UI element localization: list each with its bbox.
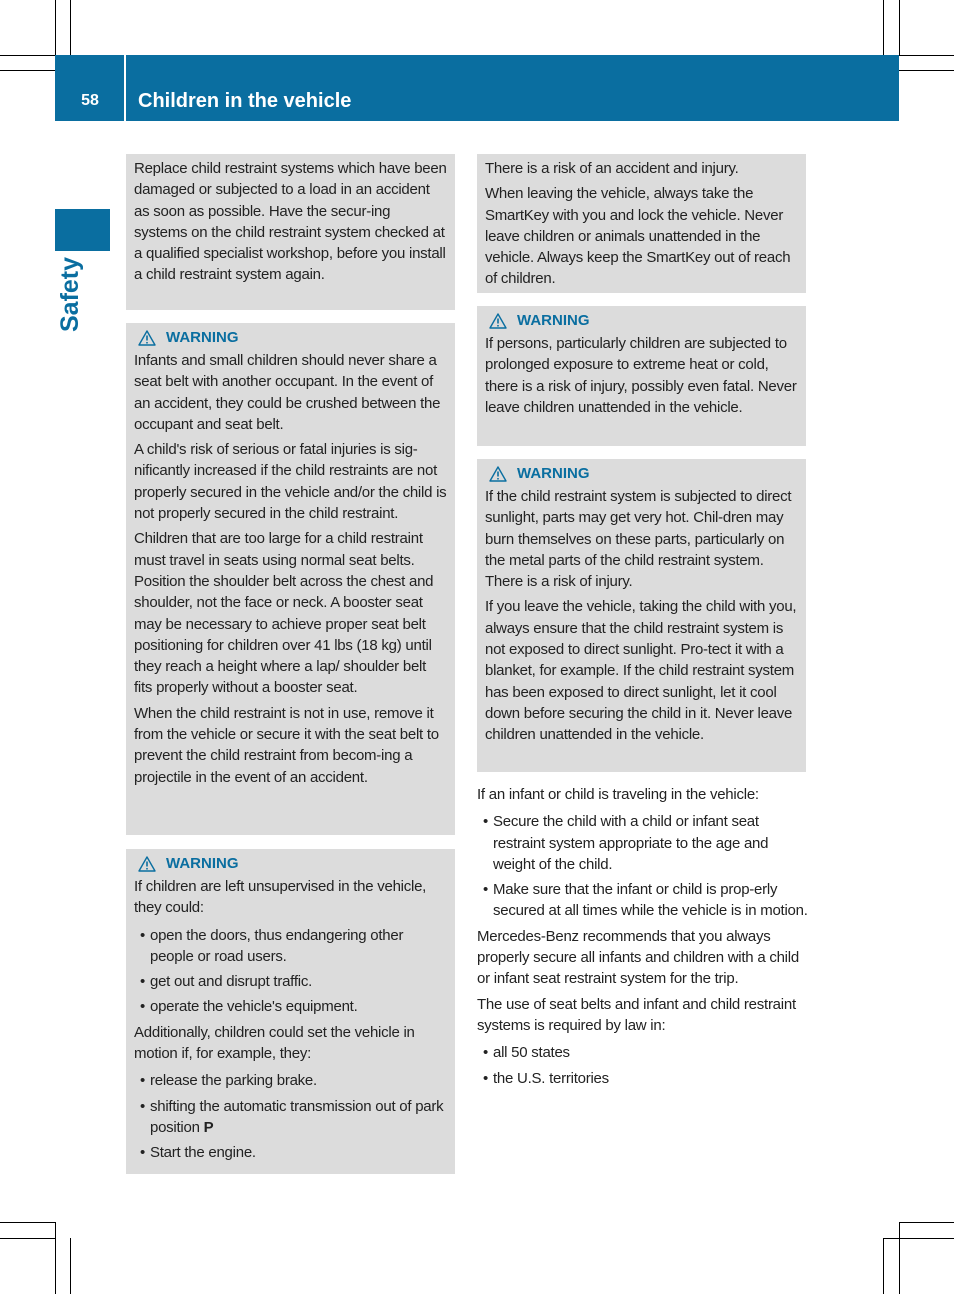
bullet-list [477, 1042, 809, 1089]
warning-triangle-icon [138, 856, 156, 872]
warning-heading [134, 329, 447, 346]
warning-text: When the child restraint is not in use, remove it from the vehicle or secure it with the seat belt to prevent the child restraint from becom-ing a projectile in the event of an accident. [134, 704, 439, 786]
page-number: 58 [81, 92, 99, 109]
warning-heading [485, 465, 798, 482]
side-tab-marker [55, 209, 110, 251]
crop-mark [899, 55, 954, 56]
bullet-list [477, 811, 809, 921]
crop-mark [0, 1222, 55, 1223]
list-item: • get out and disrupt traffic. [134, 971, 447, 992]
warning-text: If you leave the vehicle, taking the child with you, always ensure that the child restraint system is not exposed to direct sunlight. Pro-tect it with a blanket, for example. If the child restraint system has been exposed to direct sunlight, let it cool down before securing the child in it. Never leave children unattended in the vehicle. [485, 598, 797, 744]
section-title: Children in the vehicle [138, 90, 352, 112]
warning-box-unsupervised [126, 849, 455, 1174]
box-text: There is a risk of an accident and injury. [485, 160, 739, 177]
crop-mark [899, 1222, 954, 1223]
list-item: • release the parking brake. [134, 1070, 447, 1091]
warning-triangle-icon [489, 313, 507, 329]
bullet-list [134, 925, 447, 1018]
bullet-list [134, 1070, 447, 1163]
crop-mark [0, 55, 55, 56]
list-item: • operate the vehicle's equipment. [134, 996, 447, 1017]
crop-mark [70, 1238, 71, 1294]
warning-heading [134, 855, 447, 872]
crop-mark [0, 1238, 55, 1239]
warning-label: WARNING [166, 855, 239, 872]
crop-mark [55, 0, 56, 55]
warning-box-sunlight [477, 459, 806, 772]
list-item: • the U.S. territories [477, 1068, 809, 1089]
warning-text: Additionally, children could set the vehicle in motion if, for example, they: [134, 1023, 415, 1063]
crop-mark [0, 70, 55, 71]
warning-label: WARNING [517, 312, 590, 329]
side-tab-label: Safety [56, 256, 84, 332]
warning-box-heat [477, 306, 806, 446]
crop-mark [883, 1238, 884, 1294]
smartkey-box [477, 154, 806, 293]
list-item: • open the doors, thus endangering other people or road users. [134, 925, 447, 968]
warning-label: WARNING [166, 329, 239, 346]
list-item: • Start the engine. [134, 1142, 447, 1163]
header-divider [124, 55, 126, 121]
list-item: • Secure the child with a child or infant seat restraint system appropriate to the age and weight of the child. [477, 811, 809, 875]
crop-mark [883, 0, 884, 55]
paragraph: Mercedes-Benz recommends that you always properly secure all infants and children with a child or infant seat restraint system for the trip. [477, 927, 799, 988]
crop-mark [55, 1222, 56, 1294]
list-item: • all 50 states [477, 1042, 809, 1063]
paragraph: If an infant or child is traveling in the vehicle: [477, 786, 759, 803]
crop-mark [899, 1222, 900, 1294]
warning-triangle-icon [489, 466, 507, 482]
warning-text: If the child restraint system is subjected to direct sunlight, parts may get very hot. Chil-dren may burn themselves on these parts, particularly on the metal parts of the child restraint system. There is a risk of injury. [485, 488, 792, 591]
body-text [477, 784, 809, 1093]
box-text: When leaving the vehicle, always take the SmartKey with you and lock the vehicle. Never leave children or animals unattended in the vehicle. Always keep the SmartKey out of reach of children. [485, 185, 791, 288]
gear-position: P [203, 1118, 214, 1136]
paragraph: The use of seat belts and infant and child restraint systems is required by law in: [477, 995, 796, 1034]
warning-text: If children are left unsupervised in the vehicle, they could: [134, 878, 427, 917]
crop-mark [899, 70, 954, 71]
warning-box-seat-belt [126, 323, 455, 835]
warning-text: Children that are too large for a child restraint must travel in seats using normal seat belts. Position the shoulder belt across the chest and shoulder, not the face or neck. A booster seat may be necessary to achieve proper seat belt positioning for children over 41 lbs (18 kg) until they reach a height where a lap/ shoulder belt fits properly without a booster seat. [134, 530, 434, 697]
crop-mark [899, 0, 900, 55]
warning-text: Infants and small children should never share a seat belt with another occupant. In the event of an accident, they could be crushed between the occupant and seat belt. [134, 352, 441, 433]
warning-label: WARNING [517, 465, 590, 482]
list-item [134, 1096, 447, 1139]
list-item-text: shifting the automatic transmission out of park position [150, 1097, 444, 1136]
intro-box [126, 154, 455, 310]
warning-triangle-icon [138, 330, 156, 346]
warning-heading [485, 312, 798, 329]
crop-mark [883, 1238, 954, 1239]
warning-text: A child's risk of serious or fatal injuries is sig-nificantly increased if the child restraints are not properly secured in the vehicle and/or the child is not properly secured in the child restraint. [134, 441, 447, 523]
warning-text: If persons, particularly children are subjected to prolonged exposure to extreme heat or cold, there is a risk of injury, possibly even fatal. Never leave children unattended in the vehicle. [485, 335, 797, 416]
crop-mark [70, 0, 71, 55]
intro-text: Replace child restraint systems which have been damaged or subjected to a load in an accident as soon as possible. Have the secur-ing systems on the child restraint system checked at a qualified specialist workshop, before you install a child restraint system again. [134, 160, 447, 284]
list-item: • Make sure that the infant or child is prop-erly secured at all times while the vehicle is in motion. [477, 879, 809, 922]
